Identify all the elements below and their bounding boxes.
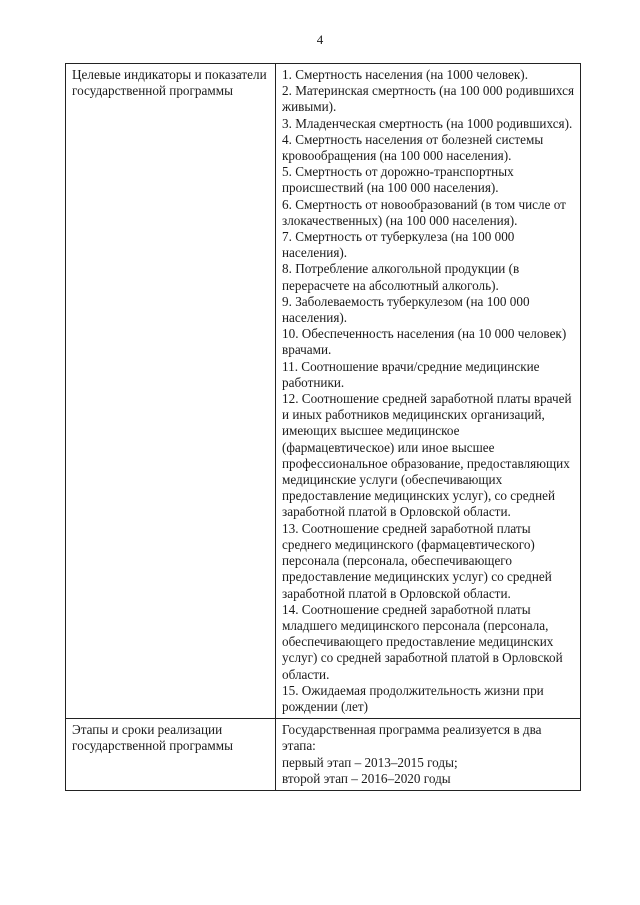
- indicator-item: 15. Ожидаемая продолжительность жизни при рождении (лет): [282, 682, 544, 714]
- program-passport-table: [65, 63, 581, 791]
- stage-item: Государственная программа реализуется в два этапа:: [282, 722, 542, 754]
- indicator-item: 5. Смертность от дорожно-транспортных происшествий (на 100 000 населения).: [282, 164, 514, 196]
- indicator-item: 14. Соотношение средней заработной платы младшего медицинского персонала (персонала, обеспечивающего предоставление медицинских услуг) со средней заработной платой в Орловской области.: [282, 601, 563, 682]
- indicator-item: 7. Смертность от туберкулеза (на 100 000 населения).: [282, 229, 515, 261]
- indicator-item: 13. Соотношение средней заработной платы среднего медицинского (фармацевтического) персонала (персонала, обеспечивающего предоставление медицинских услуг) со средней заработной платой в Орловской области.: [282, 520, 552, 601]
- indicator-item: 11. Соотношение врачи/средние медицинские работники.: [282, 358, 540, 390]
- row-label: Этапы и сроки реализации государственной программы: [72, 722, 233, 754]
- indicator-item: 4. Смертность населения от болезней системы кровообращения (на 100 000 населения).: [282, 131, 544, 164]
- table-row-target-indicators: [66, 64, 581, 719]
- stage-item: первый этап – 2013–2015 годы;: [282, 754, 458, 770]
- indicator-list: [276, 64, 581, 719]
- stages-list: [276, 719, 581, 791]
- table-row-stages-and-terms: [66, 719, 581, 791]
- indicator-item: 9. Заболеваемость туберкулезом (на 100 000 населения).: [282, 293, 530, 326]
- indicator-item: 3. Младенческая смертность (на 1000 родившихся).: [282, 115, 573, 131]
- row-label-cell: [66, 64, 276, 719]
- indicator-item: 10. Обеспеченность населения (на 10 000 человек) врачами.: [282, 326, 567, 358]
- stage-item: второй этап – 2016–2020 годы: [282, 770, 451, 786]
- indicator-item: 6. Смертность от новообразований (в том числе от злокачественных) (на 100 000 населения).: [282, 196, 566, 228]
- indicator-item: 12. Соотношение средней заработной платы врачей и иных работников медицинских организаций, имеющих высшее медицинское (фармацевтическое) или иное высшее профессиональное образование, предоставляющих медицинские услуги (обеспечивающих предоставление медицинских услуг), со средней заработной платой в Орловской области.: [282, 391, 572, 520]
- page-number: 4: [316, 32, 324, 47]
- indicator-item: 1. Смертность населения (на 1000 человек).: [282, 67, 528, 82]
- row-label-cell: [66, 719, 276, 791]
- indicator-item: 2. Материнская смертность (на 100 000 родившихся живыми).: [282, 83, 575, 115]
- indicator-item: 8. Потребление алкогольной продукции (в перерасчете на абсолютный алкоголь).: [282, 261, 520, 293]
- row-label: Целевые индикаторы и показатели государственной программы: [72, 67, 267, 99]
